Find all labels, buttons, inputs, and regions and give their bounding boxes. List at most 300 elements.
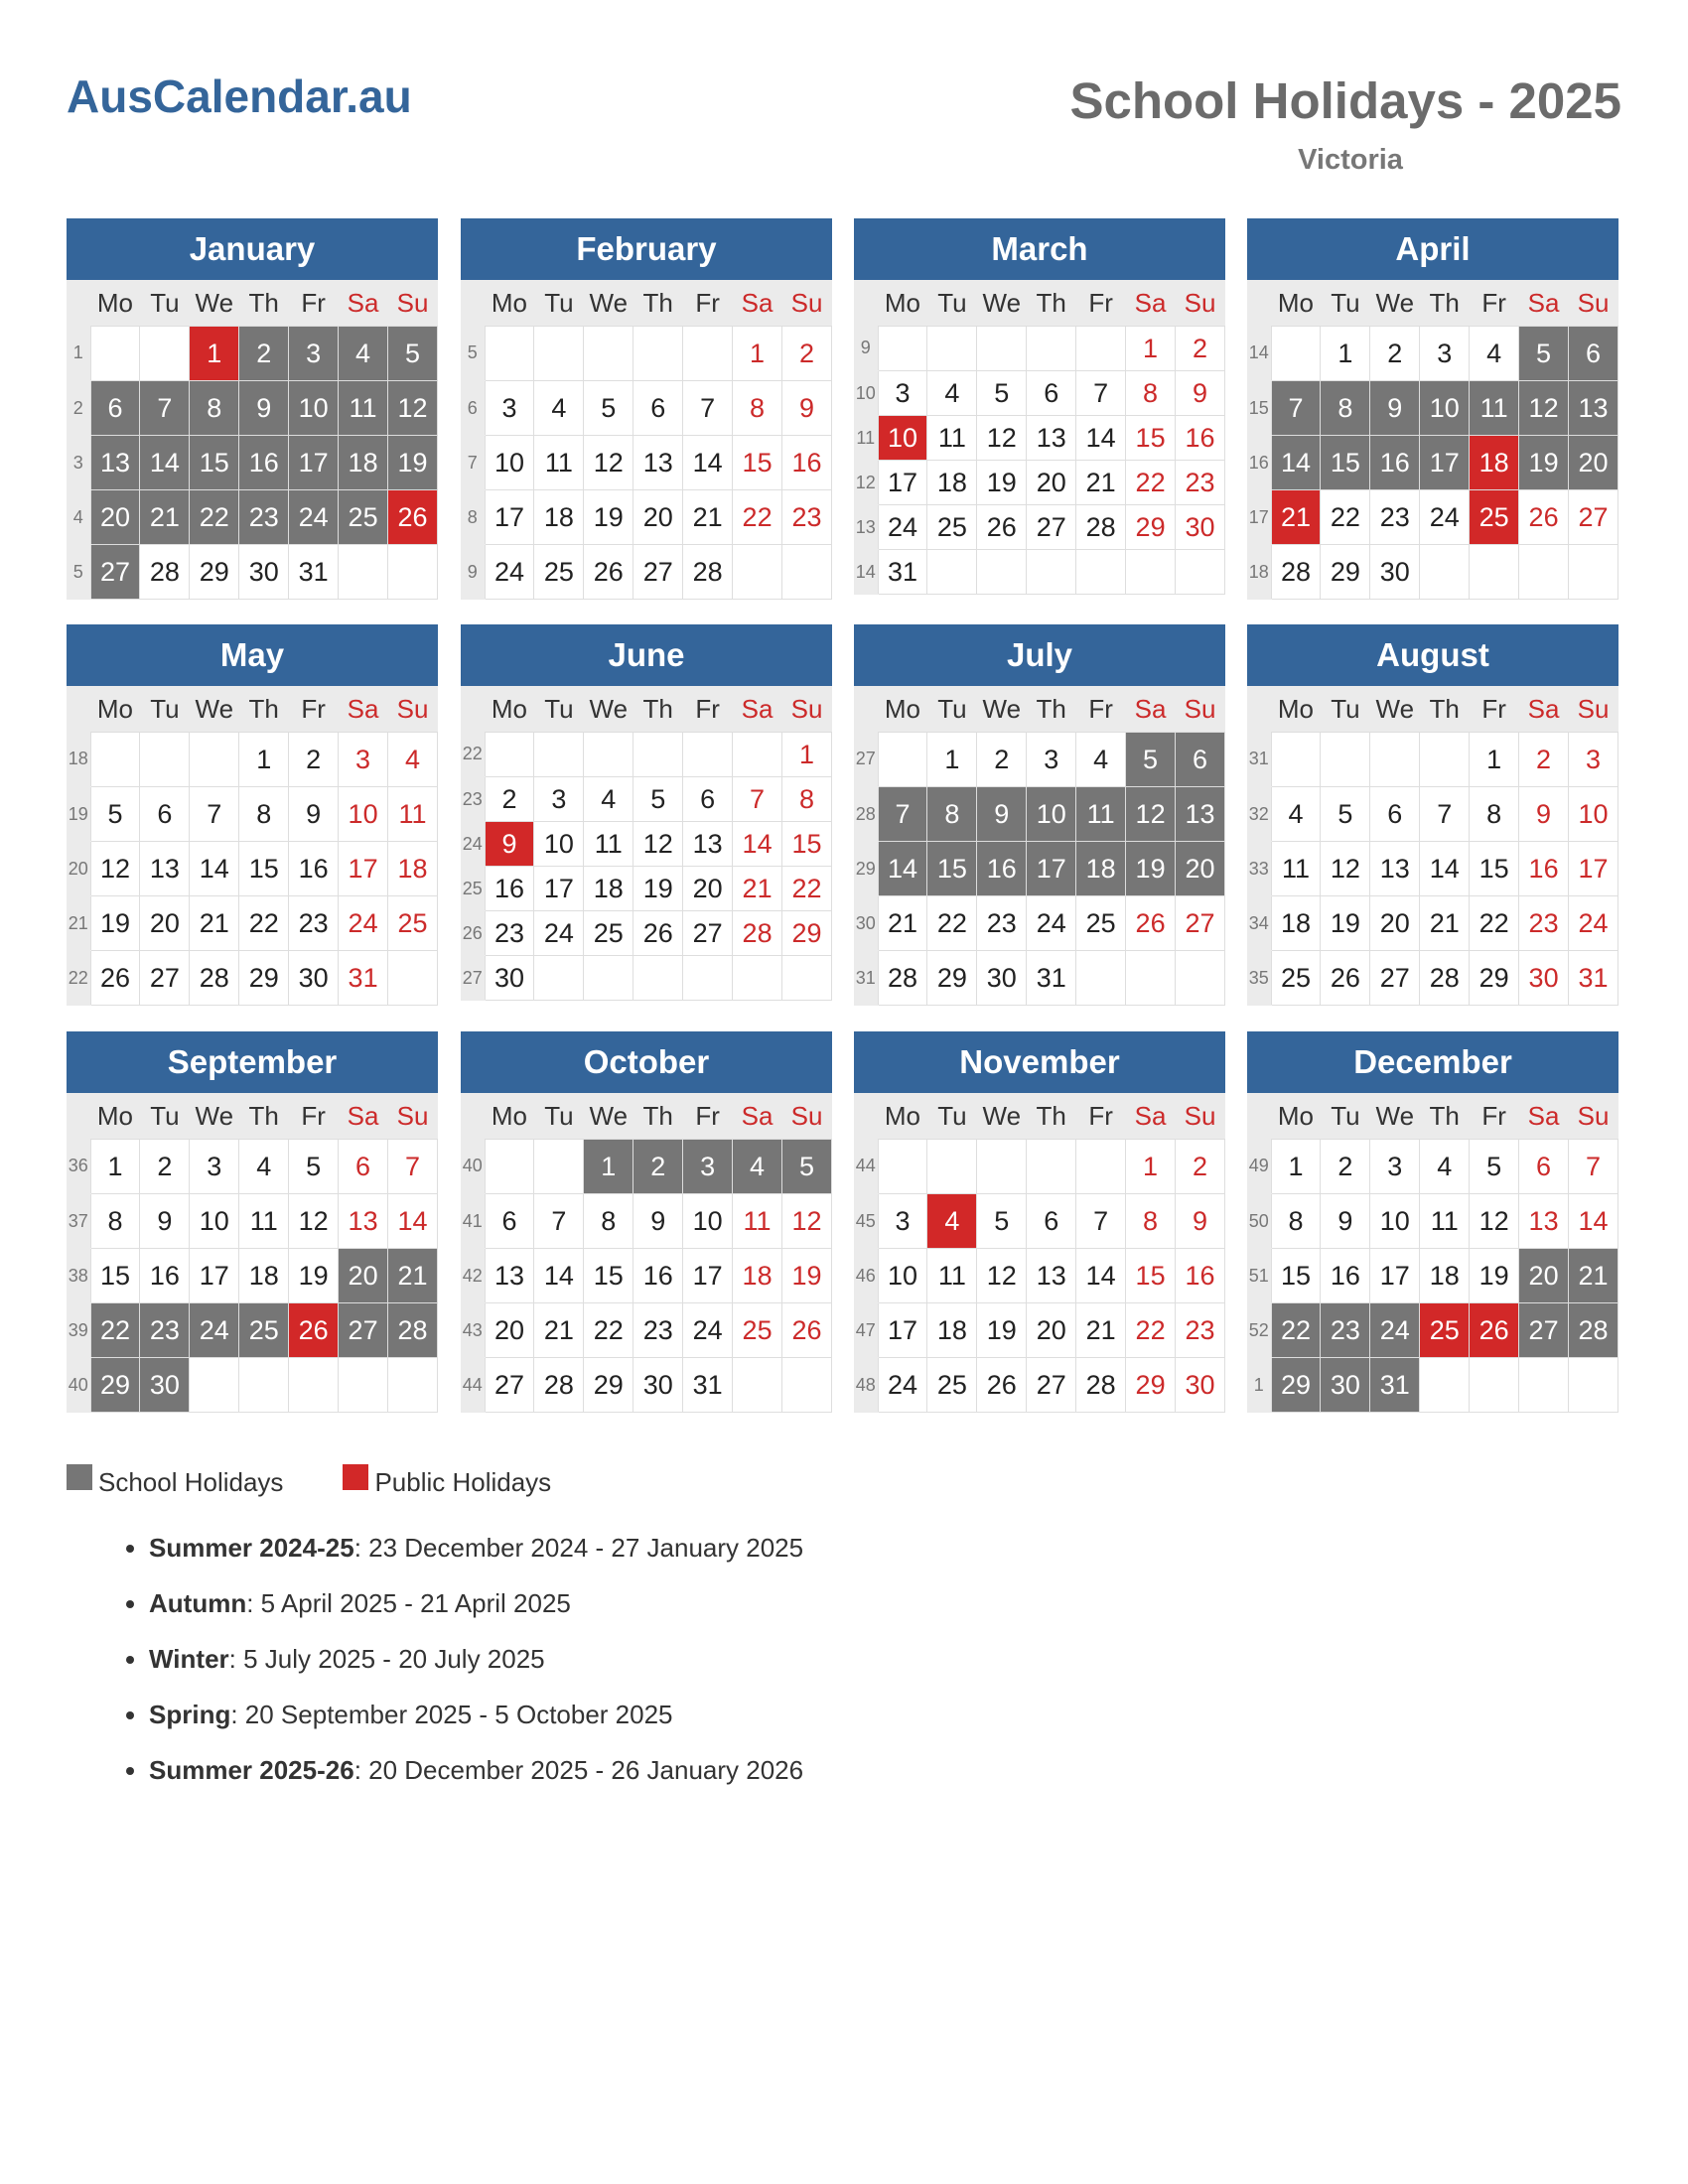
day-cell: 7 — [140, 381, 190, 436]
empty-cell — [977, 327, 1027, 371]
weekday-label: Su — [388, 686, 438, 733]
day-cell: 1 — [239, 733, 289, 787]
week-header — [461, 280, 485, 327]
day-cell: 28 — [1076, 1358, 1126, 1413]
week-row — [461, 1358, 832, 1413]
week-number: 25 — [461, 867, 485, 911]
legend-school-label: School Holidays — [98, 1467, 284, 1497]
day-cell: 16 — [239, 436, 289, 490]
month-april — [1247, 218, 1618, 600]
day-cell: 26 — [388, 490, 438, 545]
week-row — [461, 1303, 832, 1358]
empty-cell — [1519, 545, 1569, 600]
day-cell: 13 — [485, 1249, 534, 1303]
week-number: 18 — [1247, 545, 1271, 600]
week-number: 2 — [67, 381, 90, 436]
holiday-item — [149, 1645, 803, 1673]
weekday-label: We — [584, 1093, 633, 1140]
holiday-name: Winter — [149, 1644, 229, 1674]
week-row — [461, 381, 832, 436]
month-september — [67, 1031, 438, 1413]
day-cell: 28 — [534, 1358, 584, 1413]
week-number: 9 — [854, 327, 878, 371]
day-cell: 11 — [534, 436, 584, 490]
week-header — [67, 280, 90, 327]
day-cell: 1 — [1271, 1140, 1321, 1194]
day-cell: 8 — [1271, 1194, 1321, 1249]
day-cell: 14 — [1271, 436, 1321, 490]
week-row — [854, 1194, 1225, 1249]
week-row — [854, 461, 1225, 505]
month-title: April — [1247, 218, 1618, 280]
week-row — [67, 327, 438, 381]
weekday-label: Sa — [733, 280, 782, 327]
day-cell: 19 — [289, 1249, 339, 1303]
week-row — [854, 1140, 1225, 1194]
week-number: 6 — [461, 381, 485, 436]
empty-cell — [584, 327, 633, 381]
weekday-label: Mo — [90, 686, 140, 733]
day-cell: 16 — [289, 842, 339, 896]
month-title: January — [67, 218, 438, 280]
day-cell: 8 — [927, 787, 977, 842]
day-cell: 30 — [977, 951, 1027, 1006]
empty-cell — [1569, 1358, 1618, 1413]
day-cell: 30 — [485, 956, 534, 1001]
day-cell: 7 — [1420, 787, 1470, 842]
day-cell: 30 — [1321, 1358, 1370, 1413]
day-cell: 20 — [1176, 842, 1225, 896]
week-number: 5 — [67, 545, 90, 600]
day-cell: 19 — [977, 461, 1027, 505]
day-cell: 29 — [1126, 1358, 1176, 1413]
week-number: 35 — [1247, 951, 1271, 1006]
day-cell: 26 — [1321, 951, 1370, 1006]
day-cell: 4 — [1470, 327, 1519, 381]
day-cell: 3 — [878, 1194, 927, 1249]
empty-cell — [683, 733, 733, 777]
month-title: September — [67, 1031, 438, 1093]
day-cell: 26 — [977, 505, 1027, 550]
month-title: October — [461, 1031, 832, 1093]
day-cell: 23 — [1176, 461, 1225, 505]
month-june — [461, 624, 832, 1001]
day-cell: 10 — [534, 822, 584, 867]
day-cell: 8 — [1126, 1194, 1176, 1249]
day-cell: 24 — [534, 911, 584, 956]
day-cell: 28 — [190, 951, 239, 1006]
day-cell: 16 — [140, 1249, 190, 1303]
day-cell: 22 — [190, 490, 239, 545]
week-header — [1247, 1093, 1271, 1140]
day-cell: 12 — [584, 436, 633, 490]
month-title: May — [67, 624, 438, 686]
empty-cell — [1420, 1358, 1470, 1413]
day-cell: 11 — [1076, 787, 1126, 842]
day-cell: 30 — [239, 545, 289, 600]
week-row — [67, 1140, 438, 1194]
day-cell: 11 — [388, 787, 438, 842]
empty-cell — [1176, 550, 1225, 595]
day-cell: 25 — [239, 1303, 289, 1358]
week-row — [67, 436, 438, 490]
week-header — [1247, 686, 1271, 733]
week-row — [461, 327, 832, 381]
empty-cell — [239, 1358, 289, 1413]
weekday-label: Th — [239, 1093, 289, 1140]
week-header — [67, 1093, 90, 1140]
day-cell: 7 — [1569, 1140, 1618, 1194]
day-cell: 13 — [90, 436, 140, 490]
weekday-label: Su — [1176, 280, 1225, 327]
week-header — [1247, 280, 1271, 327]
day-cell: 10 — [878, 416, 927, 461]
legend-public — [343, 1467, 551, 1498]
day-cell: 25 — [584, 911, 633, 956]
month-august — [1247, 624, 1618, 1006]
day-cell: 13 — [1519, 1194, 1569, 1249]
week-row — [854, 550, 1225, 595]
weekday-label: Tu — [534, 686, 584, 733]
week-number: 36 — [67, 1140, 90, 1194]
month-february — [461, 218, 832, 600]
week-row — [1247, 1194, 1618, 1249]
week-number: 22 — [67, 951, 90, 1006]
day-cell: 31 — [1569, 951, 1618, 1006]
week-row — [67, 733, 438, 787]
weekday-label: Th — [1027, 280, 1076, 327]
weekday-label: Tu — [534, 280, 584, 327]
day-cell: 10 — [1370, 1194, 1420, 1249]
weekday-label: Tu — [534, 1093, 584, 1140]
day-cell: 26 — [1470, 1303, 1519, 1358]
day-cell: 3 — [190, 1140, 239, 1194]
week-row — [854, 1249, 1225, 1303]
weekday-label: Mo — [878, 280, 927, 327]
day-cell: 22 — [239, 896, 289, 951]
week-number: 28 — [854, 787, 878, 842]
day-cell: 14 — [878, 842, 927, 896]
day-cell: 23 — [782, 490, 832, 545]
day-cell: 26 — [90, 951, 140, 1006]
day-cell: 13 — [140, 842, 190, 896]
empty-cell — [1519, 1358, 1569, 1413]
day-cell: 12 — [633, 822, 683, 867]
weekday-label: Tu — [1321, 1093, 1370, 1140]
empty-cell — [1569, 545, 1618, 600]
day-cell: 24 — [1370, 1303, 1420, 1358]
day-cell: 6 — [683, 777, 733, 822]
day-cell: 22 — [584, 1303, 633, 1358]
empty-cell — [1420, 545, 1470, 600]
holiday-range: : 5 July 2025 - 20 July 2025 — [228, 1644, 545, 1674]
week-number: 15 — [1247, 381, 1271, 436]
week-row — [461, 545, 832, 600]
week-row — [461, 490, 832, 545]
day-cell: 20 — [90, 490, 140, 545]
day-cell: 4 — [733, 1140, 782, 1194]
day-cell: 19 — [90, 896, 140, 951]
day-cell: 21 — [1076, 1303, 1126, 1358]
day-cell: 4 — [1271, 787, 1321, 842]
day-cell: 5 — [1126, 733, 1176, 787]
weekday-label: Su — [1569, 686, 1618, 733]
empty-cell — [485, 733, 534, 777]
day-cell: 22 — [1271, 1303, 1321, 1358]
day-cell: 25 — [927, 505, 977, 550]
day-cell: 23 — [1321, 1303, 1370, 1358]
weekday-label: We — [1370, 280, 1420, 327]
week-number: 20 — [67, 842, 90, 896]
day-cell: 26 — [1519, 490, 1569, 545]
weekday-label: Tu — [1321, 280, 1370, 327]
day-cell: 14 — [1076, 416, 1126, 461]
day-cell: 17 — [1569, 842, 1618, 896]
day-cell: 14 — [140, 436, 190, 490]
day-cell: 27 — [140, 951, 190, 1006]
day-cell: 13 — [683, 822, 733, 867]
site-logo[interactable]: AusCalendar.au — [67, 70, 412, 122]
day-cell: 3 — [683, 1140, 733, 1194]
day-cell: 31 — [878, 550, 927, 595]
day-cell: 1 — [1126, 327, 1176, 371]
week-number: 23 — [461, 777, 485, 822]
empty-cell — [1470, 1358, 1519, 1413]
weekday-label: Mo — [90, 280, 140, 327]
day-cell: 10 — [190, 1194, 239, 1249]
empty-cell — [683, 956, 733, 1001]
week-number: 45 — [854, 1194, 878, 1249]
day-cell: 2 — [485, 777, 534, 822]
day-cell: 2 — [1370, 327, 1420, 381]
day-cell: 3 — [534, 777, 584, 822]
day-cell: 2 — [140, 1140, 190, 1194]
day-cell: 13 — [1370, 842, 1420, 896]
weekday-label: Su — [782, 280, 832, 327]
day-cell: 4 — [927, 1194, 977, 1249]
week-row — [1247, 1140, 1618, 1194]
weekday-label: Mo — [1271, 1093, 1321, 1140]
week-number: 31 — [854, 951, 878, 1006]
day-cell: 23 — [1370, 490, 1420, 545]
day-cell: 17 — [1370, 1249, 1420, 1303]
day-cell: 5 — [633, 777, 683, 822]
empty-cell — [782, 545, 832, 600]
day-cell: 20 — [1519, 1249, 1569, 1303]
day-cell: 25 — [339, 490, 388, 545]
day-cell: 17 — [878, 461, 927, 505]
day-cell: 20 — [1027, 1303, 1076, 1358]
weekday-label: Su — [782, 686, 832, 733]
day-cell: 11 — [1470, 381, 1519, 436]
day-cell: 27 — [1370, 951, 1420, 1006]
day-cell: 13 — [339, 1194, 388, 1249]
day-cell: 12 — [388, 381, 438, 436]
day-cell: 2 — [782, 327, 832, 381]
day-cell: 12 — [1470, 1194, 1519, 1249]
week-row — [1247, 490, 1618, 545]
weekday-label: Su — [388, 1093, 438, 1140]
day-cell: 2 — [239, 327, 289, 381]
day-cell: 14 — [190, 842, 239, 896]
day-cell: 9 — [633, 1194, 683, 1249]
day-cell: 23 — [485, 911, 534, 956]
day-cell: 17 — [190, 1249, 239, 1303]
week-row — [461, 1194, 832, 1249]
empty-cell — [534, 327, 584, 381]
week-row — [67, 842, 438, 896]
day-cell: 21 — [190, 896, 239, 951]
week-row — [67, 951, 438, 1006]
weekday-label: Tu — [927, 686, 977, 733]
weekday-label: Th — [633, 280, 683, 327]
week-header — [854, 1093, 878, 1140]
day-cell: 20 — [683, 867, 733, 911]
day-cell: 4 — [239, 1140, 289, 1194]
day-cell: 14 — [733, 822, 782, 867]
day-cell: 19 — [782, 1249, 832, 1303]
weekday-label: Sa — [733, 1093, 782, 1140]
week-number: 27 — [854, 733, 878, 787]
weekday-label: We — [190, 686, 239, 733]
month-title: November — [854, 1031, 1225, 1093]
week-number: 46 — [854, 1249, 878, 1303]
day-cell: 31 — [1370, 1358, 1420, 1413]
day-cell: 21 — [878, 896, 927, 951]
day-cell: 15 — [1470, 842, 1519, 896]
weekday-label: Mo — [485, 686, 534, 733]
month-title: July — [854, 624, 1225, 686]
empty-cell — [485, 1140, 534, 1194]
month-january — [67, 218, 438, 600]
month-july — [854, 624, 1225, 1006]
day-cell: 22 — [1470, 896, 1519, 951]
holiday-range: : 20 September 2025 - 5 October 2025 — [230, 1700, 673, 1729]
day-cell: 30 — [289, 951, 339, 1006]
day-cell: 24 — [683, 1303, 733, 1358]
empty-cell — [1271, 733, 1321, 787]
weekday-label: Fr — [1470, 1093, 1519, 1140]
day-cell: 26 — [289, 1303, 339, 1358]
day-cell: 7 — [1271, 381, 1321, 436]
week-number: 3 — [67, 436, 90, 490]
holiday-name: Autumn — [149, 1588, 247, 1618]
page-title: School Holidays - 2025 — [1069, 72, 1621, 129]
weekday-label: We — [977, 1093, 1027, 1140]
day-cell: 11 — [584, 822, 633, 867]
day-cell: 9 — [1519, 787, 1569, 842]
day-cell: 29 — [782, 911, 832, 956]
day-cell: 30 — [1519, 951, 1569, 1006]
week-number: 12 — [854, 461, 878, 505]
day-cell: 21 — [1271, 490, 1321, 545]
month-title: August — [1247, 624, 1618, 686]
empty-cell — [190, 733, 239, 787]
week-row — [1247, 327, 1618, 381]
weekday-label: We — [190, 1093, 239, 1140]
empty-cell — [534, 733, 584, 777]
day-cell: 7 — [190, 787, 239, 842]
day-cell: 14 — [1569, 1194, 1618, 1249]
day-cell: 27 — [683, 911, 733, 956]
empty-cell — [339, 1358, 388, 1413]
weekday-label: We — [977, 686, 1027, 733]
day-cell: 20 — [1027, 461, 1076, 505]
day-cell: 18 — [584, 867, 633, 911]
weekday-label: Tu — [1321, 686, 1370, 733]
day-cell: 18 — [1420, 1249, 1470, 1303]
holiday-item — [149, 1534, 803, 1562]
weekday-label: Fr — [683, 1093, 733, 1140]
day-cell: 8 — [90, 1194, 140, 1249]
week-row — [854, 1303, 1225, 1358]
month-november — [854, 1031, 1225, 1413]
day-cell: 17 — [289, 436, 339, 490]
day-cell: 9 — [1370, 381, 1420, 436]
week-row — [1247, 1303, 1618, 1358]
day-cell: 14 — [534, 1249, 584, 1303]
day-cell: 10 — [1420, 381, 1470, 436]
day-cell: 17 — [878, 1303, 927, 1358]
day-cell: 9 — [485, 822, 534, 867]
day-cell: 29 — [1470, 951, 1519, 1006]
day-cell: 5 — [1321, 787, 1370, 842]
day-cell: 18 — [1271, 896, 1321, 951]
day-cell: 7 — [1076, 1194, 1126, 1249]
day-cell: 12 — [1126, 787, 1176, 842]
day-cell: 16 — [1176, 416, 1225, 461]
empty-cell — [977, 550, 1027, 595]
day-cell: 12 — [977, 416, 1027, 461]
day-cell: 1 — [1321, 327, 1370, 381]
week-header — [854, 686, 878, 733]
day-cell: 5 — [90, 787, 140, 842]
week-row — [854, 327, 1225, 371]
day-cell: 6 — [485, 1194, 534, 1249]
week-header — [461, 1093, 485, 1140]
week-number: 1 — [67, 327, 90, 381]
week-number: 47 — [854, 1303, 878, 1358]
empty-cell — [927, 1140, 977, 1194]
day-cell: 24 — [339, 896, 388, 951]
day-cell: 25 — [733, 1303, 782, 1358]
week-row — [854, 416, 1225, 461]
empty-cell — [1027, 327, 1076, 371]
empty-cell — [1076, 327, 1126, 371]
empty-cell — [1076, 1140, 1126, 1194]
day-cell: 17 — [1027, 842, 1076, 896]
week-number: 22 — [461, 733, 485, 777]
weekday-label: Su — [1176, 1093, 1225, 1140]
empty-cell — [633, 956, 683, 1001]
week-row — [461, 1140, 832, 1194]
day-cell: 28 — [1569, 1303, 1618, 1358]
weekday-label: Th — [1027, 686, 1076, 733]
day-cell: 5 — [977, 1194, 1027, 1249]
week-row — [1247, 436, 1618, 490]
day-cell: 21 — [1076, 461, 1126, 505]
weekday-label: We — [584, 280, 633, 327]
weekday-label: Fr — [683, 280, 733, 327]
day-cell: 23 — [289, 896, 339, 951]
week-header — [854, 280, 878, 327]
empty-cell — [633, 327, 683, 381]
day-cell: 16 — [1176, 1249, 1225, 1303]
week-number: 27 — [461, 956, 485, 1001]
day-cell: 3 — [1027, 733, 1076, 787]
day-cell: 25 — [1420, 1303, 1470, 1358]
week-row — [67, 381, 438, 436]
